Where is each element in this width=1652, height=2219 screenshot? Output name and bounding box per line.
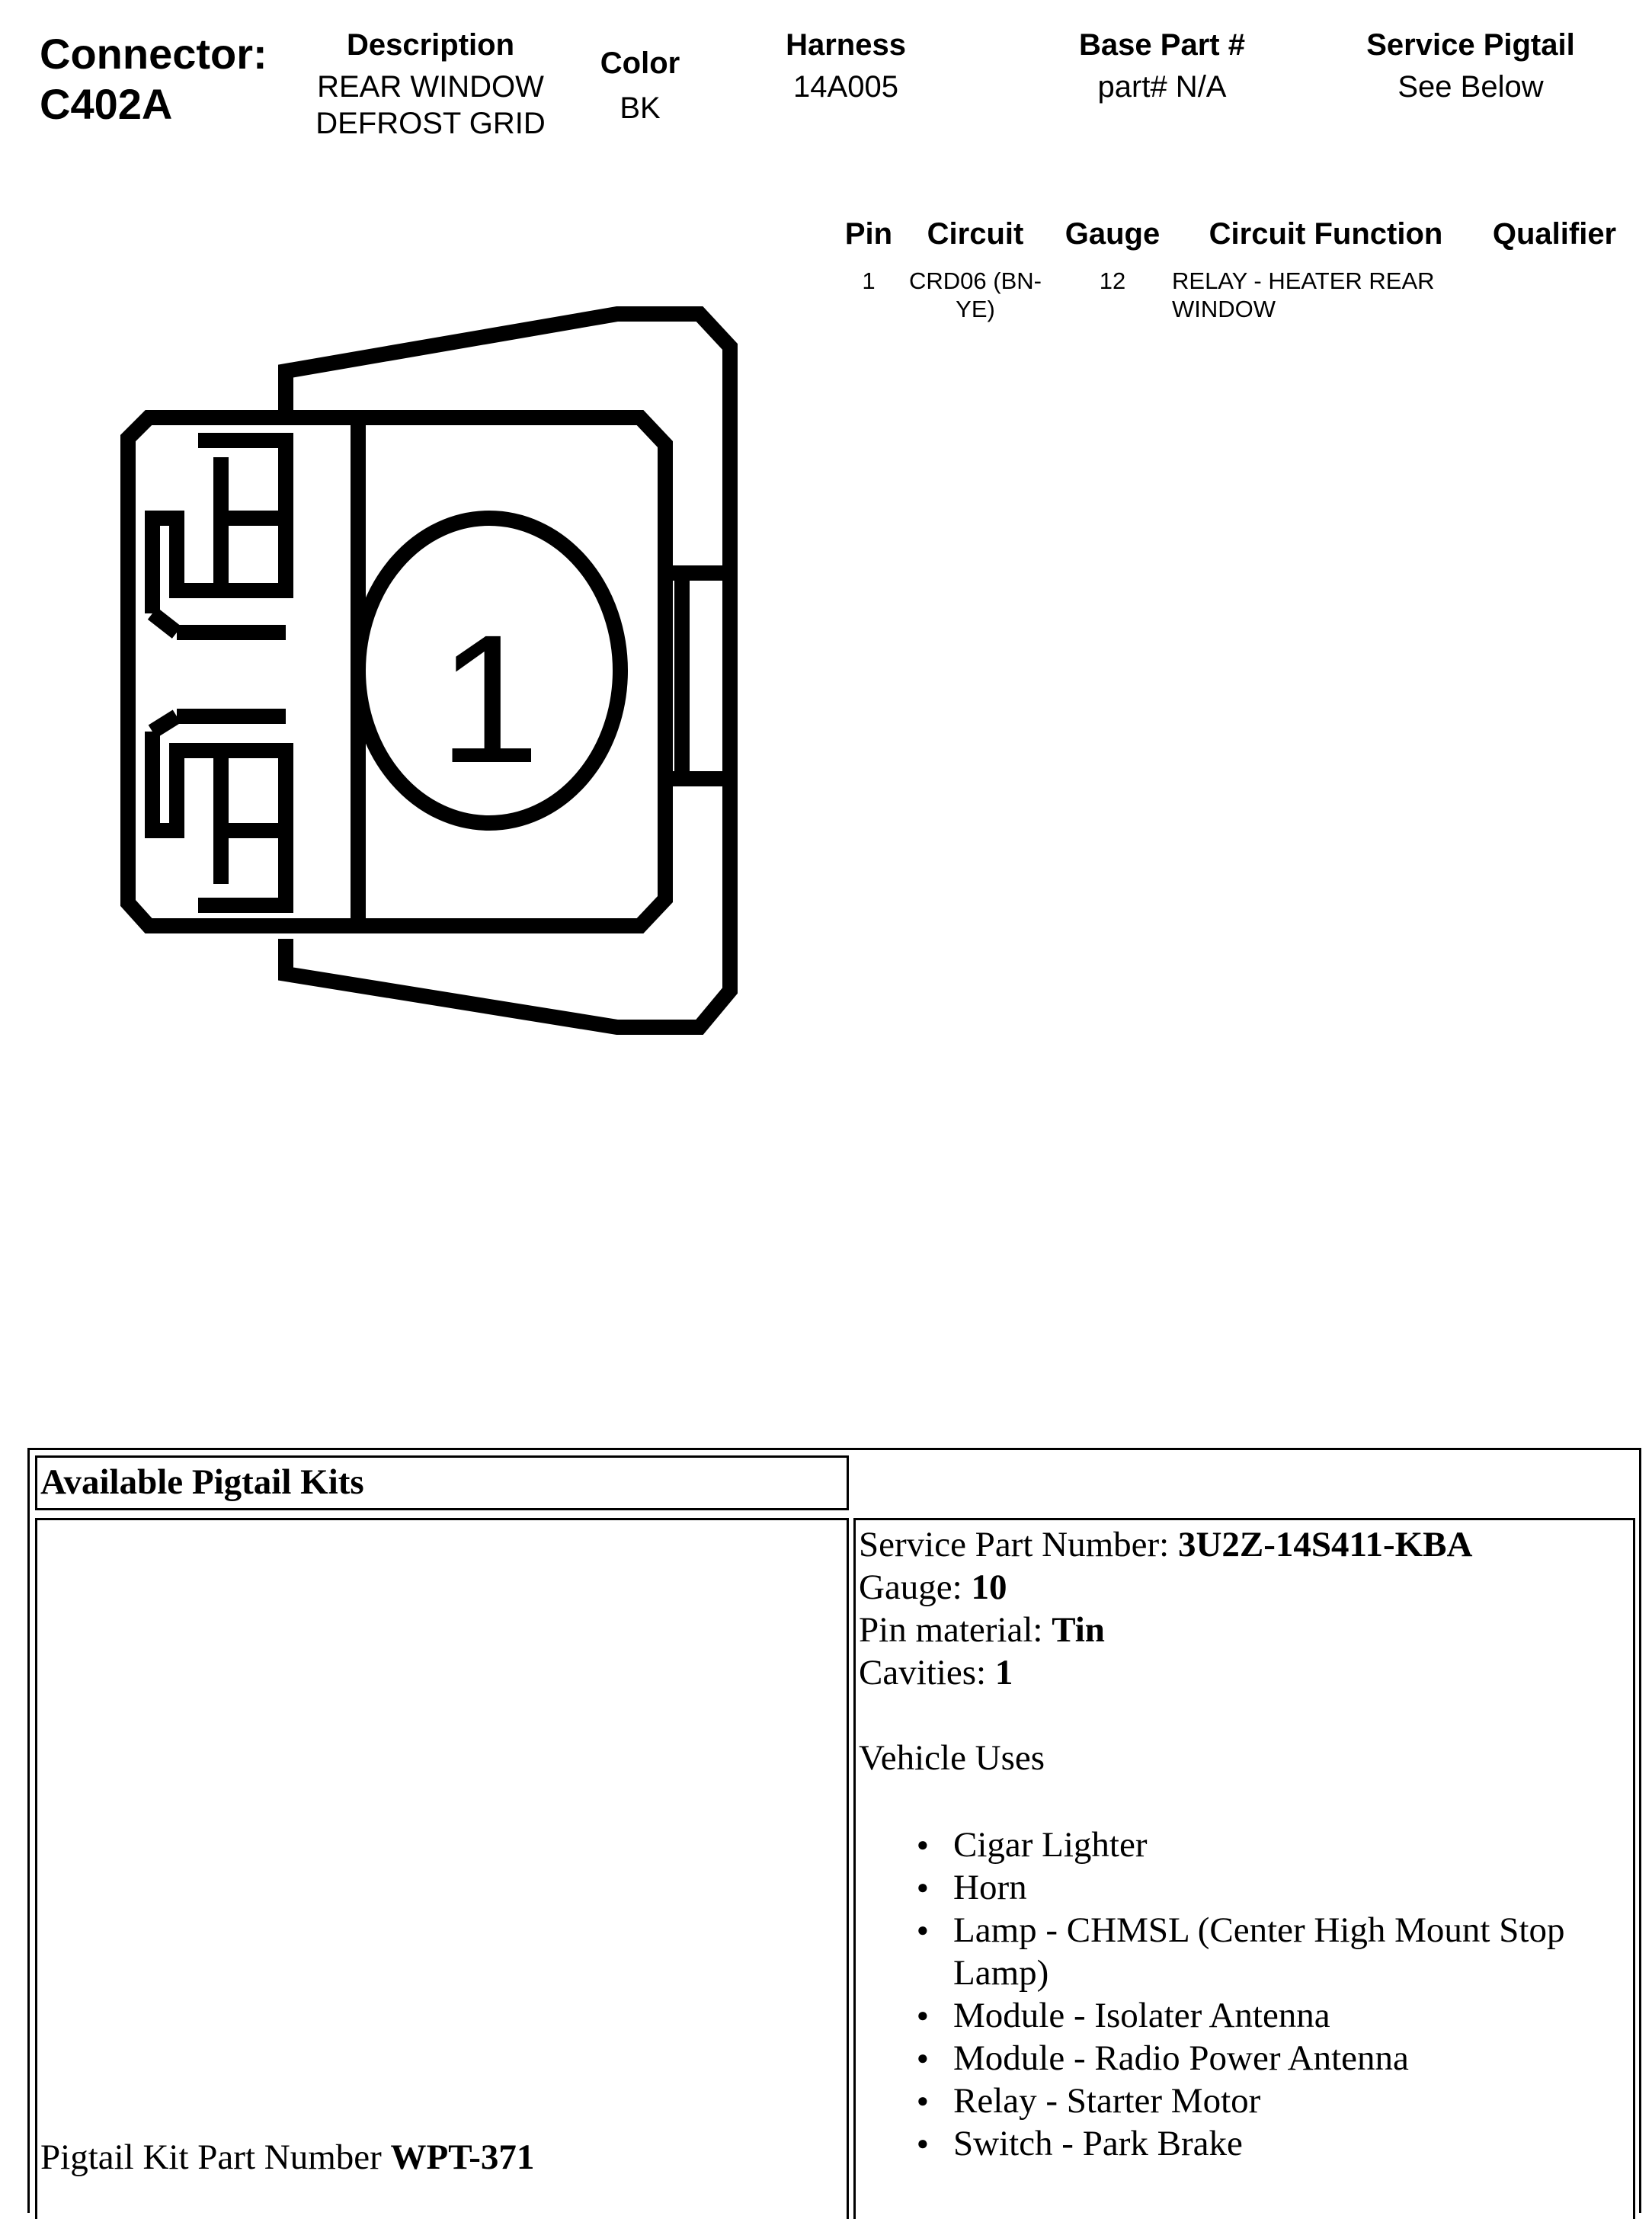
pigtail-heading: Available Pigtail Kits <box>40 1462 364 1502</box>
list-item: ● Switch - Park Brake <box>859 2122 1628 2165</box>
color-value: BK <box>620 91 661 125</box>
service-pigtail-column <box>1326 27 1615 105</box>
base-part-header: Base Part # <box>1079 28 1245 62</box>
kit-label: Pigtail Kit Part Number <box>40 2137 391 2177</box>
connector-diagram <box>0 0 838 1105</box>
spec-cavities <box>859 1651 1628 1694</box>
spec-label: Service Part Number: <box>859 1525 1178 1564</box>
spec-value: 3U2Z-14S411-KBA <box>1177 1525 1473 1564</box>
pigtail-specs <box>859 1523 1628 2165</box>
description-line-2: DEFROST GRID <box>315 107 546 140</box>
gauge-column-header: Gauge <box>1065 217 1161 251</box>
connector-label: Connector: <box>40 30 267 78</box>
row-function-line-2: WINDOW <box>1172 296 1276 322</box>
circuit-column-header: Circuit <box>927 217 1024 251</box>
row-circuit-function <box>1172 267 1477 323</box>
qualifier-column-header: Qualifier <box>1492 217 1617 251</box>
harness-value: 14A005 <box>793 70 898 104</box>
list-item: ● Relay - Starter Motor <box>859 2080 1628 2122</box>
pigtail-heading-box <box>35 1455 849 1510</box>
service-pigtail-header: Service Pigtail <box>1366 28 1575 62</box>
pigtail-kit-part-number <box>40 2136 534 2179</box>
list-item: ● Module - Radio Power Antenna <box>859 2037 1628 2080</box>
spec-gauge <box>859 1566 1628 1609</box>
spec-value: 1 <box>994 1653 1013 1692</box>
row-function-line-1: RELAY - HEATER REAR <box>1172 267 1435 294</box>
kit-value: WPT-371 <box>390 2137 535 2177</box>
spec-value: 10 <box>971 1567 1007 1607</box>
harness-header: Harness <box>786 28 906 62</box>
row-gauge: 12 <box>1099 267 1126 294</box>
circuit-function-column-header: Circuit Function <box>1209 217 1443 251</box>
list-item: ● Lamp - CHMSL (Center High Mount Stop Lamp) <box>859 1909 1628 1994</box>
pigtail-image-box <box>35 1518 849 2219</box>
spec-label: Cavities: <box>859 1653 995 1692</box>
pin-number-label: 1 <box>438 597 540 801</box>
spec-service-part <box>859 1523 1628 1566</box>
spec-label: Pin material: <box>859 1610 1052 1650</box>
row-circuit-line-1: CRD06 (BN- <box>909 267 1042 294</box>
vehicle-uses-heading: Vehicle Uses <box>859 1738 1045 1778</box>
base-part-value: part# N/A <box>1097 70 1227 104</box>
color-header: Color <box>600 46 680 80</box>
base-part-column <box>1021 27 1303 105</box>
row-circuit <box>899 267 1052 323</box>
spec-pin-material <box>859 1609 1628 1651</box>
list-item: ● Horn <box>859 1866 1628 1909</box>
spec-label: Gauge: <box>859 1567 972 1607</box>
row-pin: 1 <box>862 267 876 294</box>
spec-value: Tin <box>1052 1610 1105 1650</box>
pin-column-header: Pin <box>844 217 893 251</box>
list-item: ● Cigar Lighter <box>859 1824 1628 1866</box>
connector-id: C402A <box>40 80 173 128</box>
list-item: ● Module - Isolater Antenna <box>859 1994 1628 2037</box>
row-circuit-line-2: YE) <box>956 296 995 322</box>
description-header: Description <box>346 28 515 62</box>
pigtail-details-box <box>853 1518 1635 2219</box>
service-pigtail-value: See Below <box>1397 70 1544 104</box>
vehicle-uses-list <box>859 1824 1628 2165</box>
description-line-1: REAR WINDOW <box>317 70 544 104</box>
